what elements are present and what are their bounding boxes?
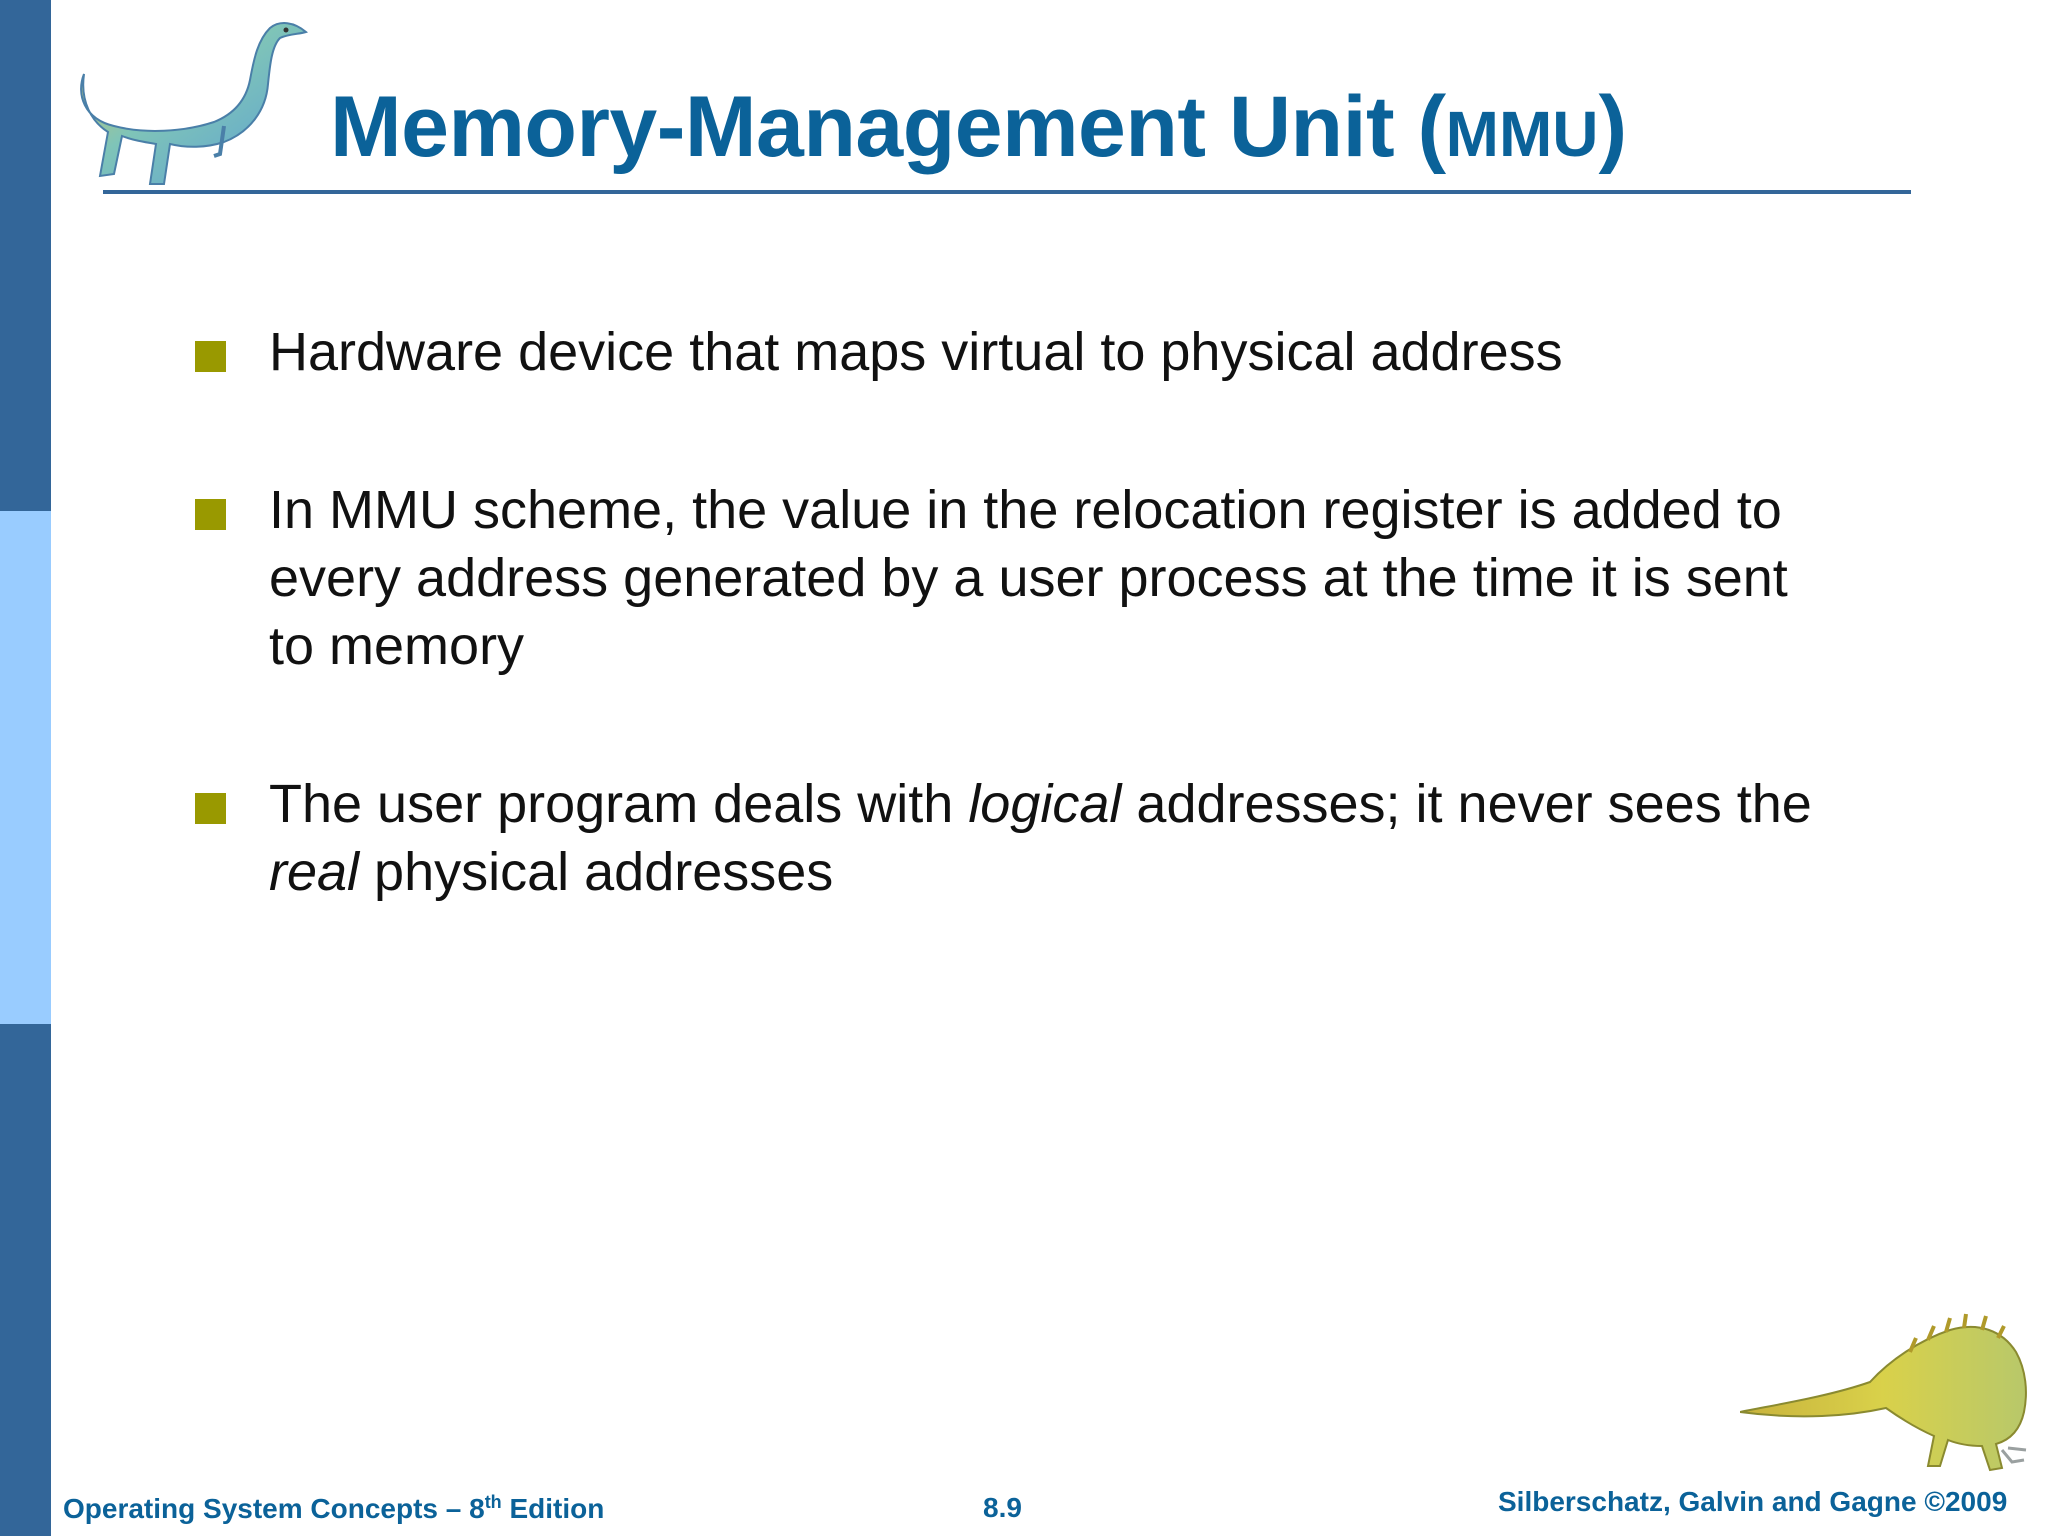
bullet-square-icon [195,499,226,530]
footer-book-title-suffix: Edition [501,1493,605,1524]
title-main: Memory-Management Unit ( [330,79,1446,175]
bullet-text: Hardware device that maps virtual to physical address [269,322,1563,382]
footer-book-title-prefix: Operating System Concepts – 8 [63,1493,485,1524]
bullet-item-2 [195,476,1845,680]
sidebar-segment-top [0,0,51,511]
bullet-square-icon [195,793,226,824]
page-title [330,78,1627,177]
bullet-item-3 [195,770,1845,906]
footer-book-title [63,1492,604,1525]
bullet-text-part-1: The user program deals with [269,774,969,834]
bullet-item-1 [195,318,1845,386]
bullet-text: In MMU scheme, the value in the relocation register is added to every address generated by a user process at the time it is sent to memory [269,480,1788,676]
bullet-text-italic-logical: logical [968,774,1122,834]
bullet-text-italic-real: real [269,842,360,902]
dinosaur-bottom-icon [1740,1300,2040,1480]
sidebar-segment-middle [0,511,51,1024]
page-number: 8.9 [983,1492,1022,1523]
sidebar-accent [0,0,51,1536]
bullet-text-part-2: addresses; it never sees the [1121,774,1812,834]
footer-book-title-sup: th [484,1492,502,1512]
sidebar-segment-bottom [0,1024,51,1536]
title-close: ) [1598,79,1627,175]
bullet-list [195,318,1845,906]
dinosaur-top-icon [74,14,314,194]
title-acronym: MMU [1445,98,1599,170]
title-divider [103,190,1911,194]
footer-copyright: Silberschatz, Galvin and Gagne ©2009 [1498,1486,2008,1517]
bullet-square-icon [195,341,226,372]
bullet-text-part-3: physical addresses [359,842,834,902]
